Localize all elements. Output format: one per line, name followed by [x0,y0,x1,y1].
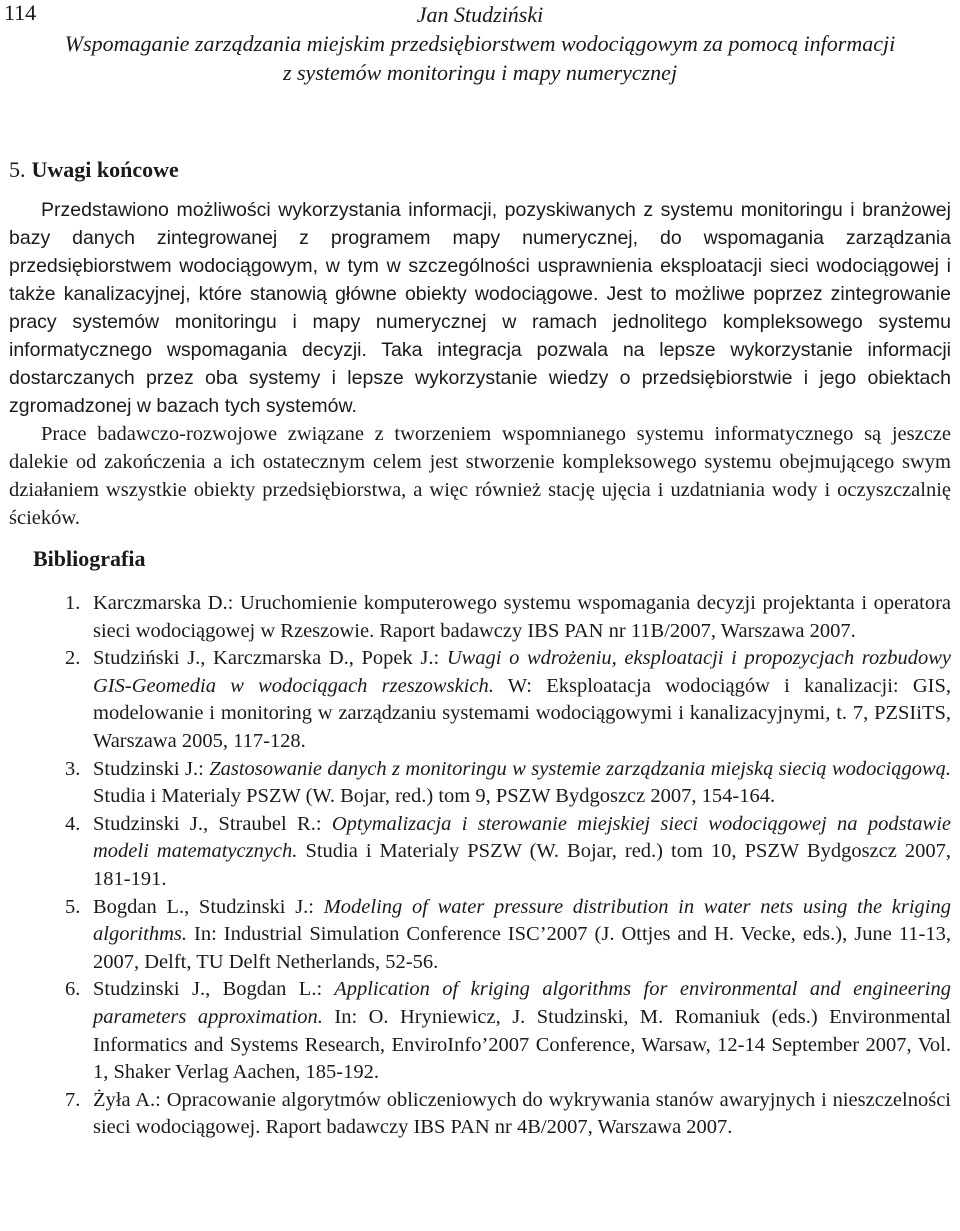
reference-item-1 [9,590,951,645]
section-title: Uwagi końcowe [31,157,179,182]
reference-authors: Żyła A.: [93,1088,161,1111]
reference-title: Optymalizacja i sterowanie miejskiej sieci wodociągowej na podstawie modeli matematycznych. [93,812,951,863]
reference-title: Modeling of water pressure distribution in water nets using the kriging algorithms. [93,895,951,946]
running-head-title-line-2: z systemów monitoringu i mapy numerycznej [282,60,678,85]
reference-item-4 [9,811,951,894]
reference-item-7 [9,1087,951,1142]
reference-details: W: Eksploatacja wodociągów i kanalizacji: GIS, modelowanie i monitoring w zarządzaniu systemami wodociągowymi i kanalizacyjnymi, t. 7, PZSIiTS, Warszawa 2005, 117-128. [93,674,951,752]
reference-item-2 [9,645,951,755]
reference-number: 4. [65,812,81,835]
reference-item-6 [9,976,951,1086]
body-text [9,196,951,532]
reference-authors: Studzinski J., Straubel R.: [93,812,322,835]
reference-number: 7. [65,1088,81,1111]
reference-authors: Studzinski J.: [93,757,204,780]
reference-authors: Studzinski J., Bogdan L.: [93,978,323,1001]
reference-title: Uwagi o wdrożeniu, eksploatacji i propozycjach rozbudowy GIS-Geomedia w wodociągach rzeszowskich. [93,647,951,697]
page-number: 114 [4,0,37,25]
bibliography-heading: Bibliografia [33,546,146,571]
reference-details: Uruchomienie komputerowego systemu wspomagania decyzji projektanta i operatora sieci wodociągowej w Rzeszowie. Raport badawczy IBS PAN nr 11B/2007, Warszawa 2007. [93,592,951,642]
reference-authors: Karczmarska D.: [93,592,234,614]
reference-details: In: Industrial Simulation Conference ISC’2007 (J. Ottjes and H. Vecke, eds.), June 11-13, 2007, Delft, TU Delft Netherlands, 52-56. [93,923,951,973]
reference-number: 2. [65,647,81,670]
reference-number: 1. [65,592,81,614]
running-head [0,0,960,87]
reference-details: Studia i Materialy PSZW (W. Bojar, red.) tom 10, PSZW Bydgoszcz 2007, 181-191. [93,840,951,890]
reference-authors: Studziński J., Karczmarska D., Popek J.: [93,647,440,670]
reference-details: Studia i Materialy PSZW (W. Bojar, red.) tom 9, PSZW Bydgoszcz 2007, 154-164. [93,785,776,808]
running-head-title-line-1: Wspomaganie zarządzania miejskim przedsiębiorstwem wodociągowym za pomocą informacji [64,31,896,56]
reference-details: Opracowanie algorytmów obliczeniowych do wykrywania stanów awaryjnych i nieszczelności sieci wodociągowej. Raport badawczy IBS PAN nr 4B/2007, Warszawa 2007. [93,1088,951,1139]
section-heading [9,156,179,184]
reference-list [9,590,951,1142]
reference-item-3 [9,756,951,811]
running-head-author: Jan Studziński [416,2,544,27]
reference-item-5 [9,894,951,977]
reference-title: Application of kriging algorithms for environmental and engineering parameters approximation. [93,978,951,1028]
reference-number: 3. [65,757,81,780]
reference-details: In: O. Hryniewicz, J. Studzinski, M. Romaniuk (eds.) Environmental Informatics and Systems Research, EnviroInfo’2007 Conference, Warsaw, 12-14 September 2007, Vol. 1, Shaker Verlag Aachen, 185-192. [93,1005,951,1084]
section-number: 5. [9,157,26,182]
paragraph-2: Prace badawczo-rozwojowe związane z tworzeniem wspomnianego systemu informatycznego są jeszcze dalekie od zakończenia a ich ostatecznym celem jest stworzenie kompleksowego systemu obejmującego swym działaniem wszystkie obiekty przedsiębiorstwa, a więc również stację ujęcia i uzdatniania wody i oczyszczalnię ścieków. [9,423,951,529]
reference-title: Zastosowanie danych z monitoringu w systemie zarządzania miejską siecią wodociągową. [203,757,951,780]
reference-authors: Bogdan L., Studzinski J.: [93,895,314,918]
paragraph-1: Przedstawiono możliwości wykorzystania informacji, pozyskiwanych z systemu monitoringu i branżowej bazy danych zintegrowanej z programem mapy numerycznej, do wspomagania zarządzania przedsiębiorstwem wodociągowym, w tym w szczególności usprawnienia eksploatacji sieci wodociągowej i także kanalizacyjnej, które stanowią główne obiekty wodociągowe. Jest to możliwe poprzez zintegrowanie pracy systemów monitoringu i mapy numerycznej w ramach jednolitego kompleksowego systemu informatycznego wspomagania decyzji. Taka integracja pozwala na lepsze wykorzystanie informacji dostarczanych przez oba systemy i lepsze wykorzystanie wiedzy o przedsiębiorstwie i jego obiektach zgromadzonej w bazach tych systemów. [9,199,951,417]
page-header [0,0,960,90]
reference-number: 5. [65,895,81,918]
reference-number: 6. [65,978,81,1001]
